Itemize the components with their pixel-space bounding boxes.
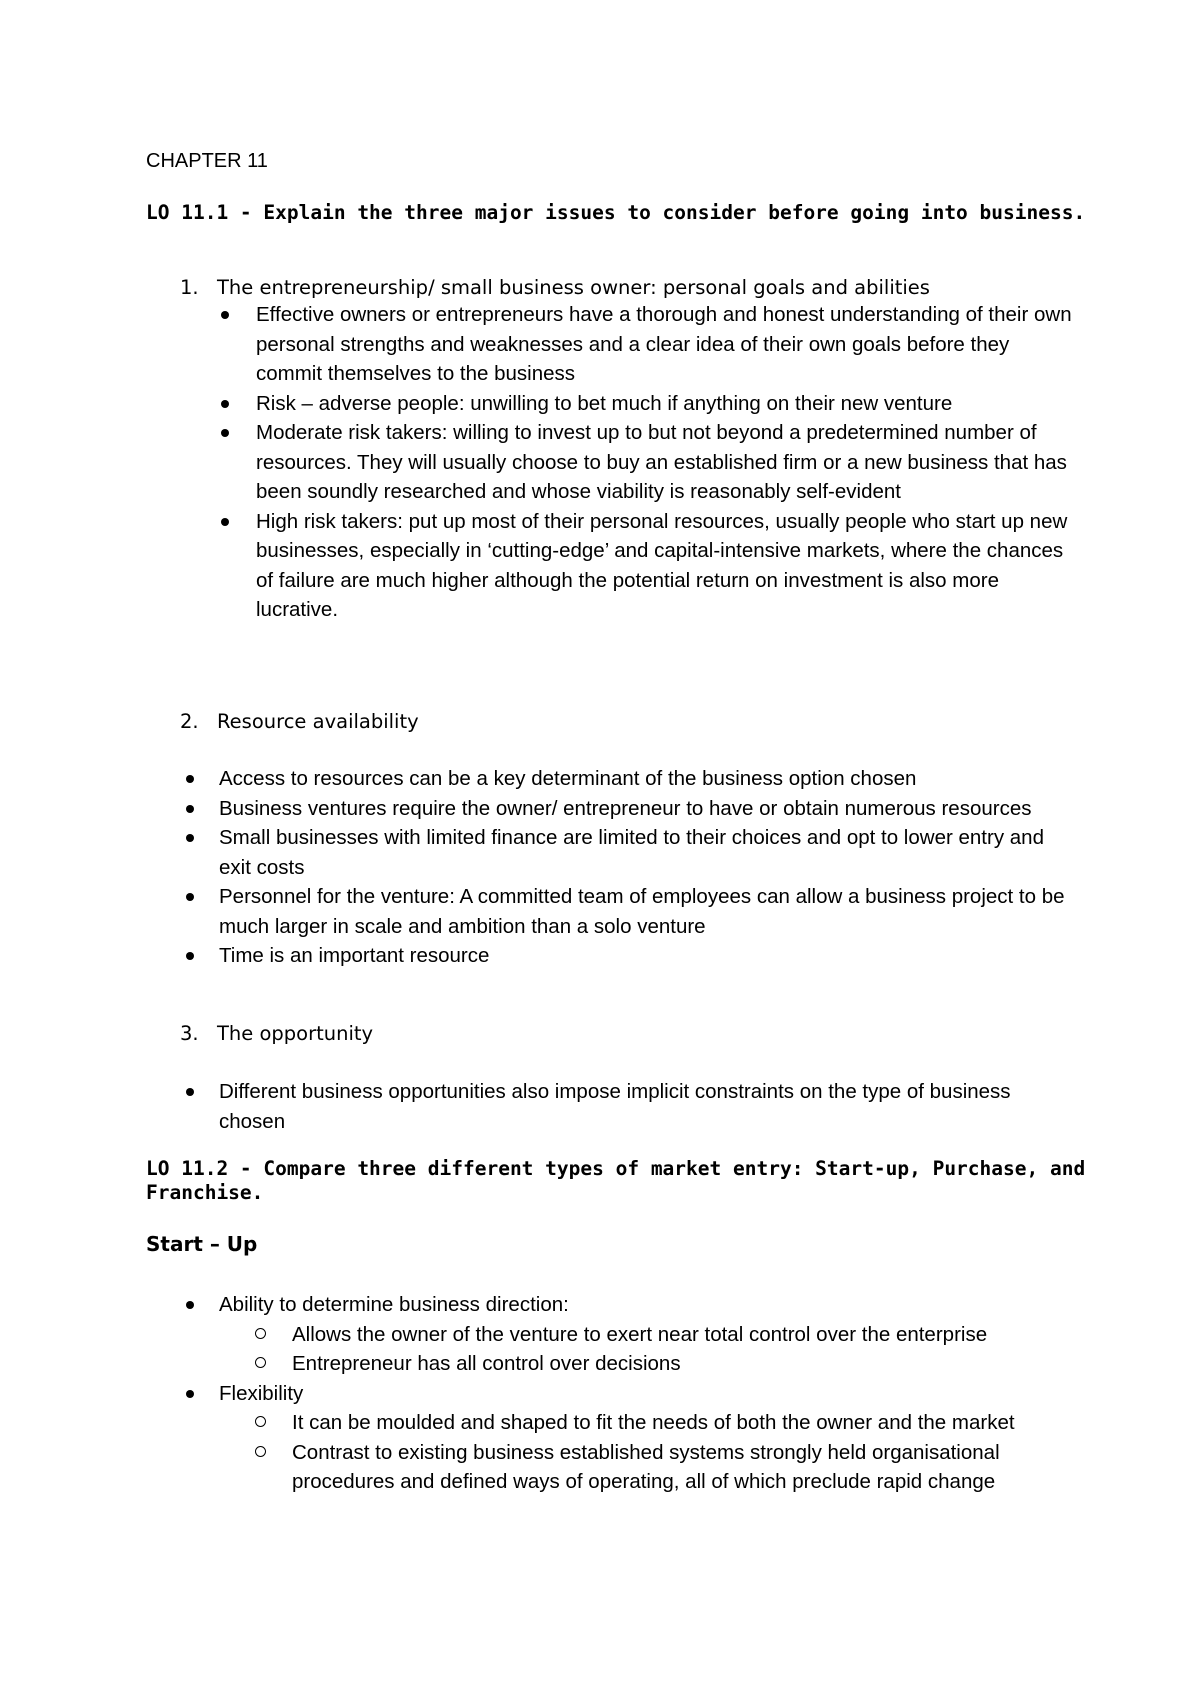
bullet-icon (221, 311, 229, 319)
item-title: Resource availability (217, 710, 419, 733)
sub-list-item: Contrast to existing business established systems strongly held organisational procedures and defined ways of operating, all of which preclude rapid change (292, 1438, 1079, 1497)
start-up-heading: Start – Up (146, 1232, 258, 1256)
list-item: Flexibility It can be moulded and shaped to fit the needs of both the owner and the market Contrast to existing business established systems strongly held organisational procedures and defined ways of operating, all of which preclude rapid change (219, 1379, 1079, 1497)
sub-list-item: It can be moulded and shaped to fit the needs of both the owner and the market (292, 1408, 1079, 1438)
item-number: 2. (180, 710, 199, 733)
list-item: Time is an important resource (219, 941, 1079, 971)
sub-list (219, 1408, 1079, 1497)
bullet-icon (186, 952, 194, 960)
list-item: Access to resources can be a key determinant of the business option chosen (219, 764, 1079, 794)
list-item: High risk takers: put up most of their personal resources, usually people who start up new businesses, especially in ‘cutting-edge’ and capital-intensive markets, where the chances of failure are much higher although the potential return on investment is also more lucrative. (256, 507, 1076, 625)
bullet-icon (186, 775, 194, 783)
section-3-bullet-list (219, 1077, 1079, 1136)
circle-bullet-icon (255, 1357, 266, 1368)
item-title: The opportunity (217, 1022, 374, 1045)
circle-bullet-icon (255, 1328, 266, 1339)
list-item: Moderate risk takers: willing to invest up to but not beyond a predetermined number of resources. They will usually choose to buy an established firm or a new business that has been soundly researched and whose viability is reasonably self-evident (256, 418, 1076, 507)
bullet-icon (186, 893, 194, 901)
section-1-bullet-list (256, 300, 1076, 625)
section-2-bullet-list (219, 764, 1079, 971)
bullet-icon (186, 834, 194, 842)
list-item: Effective owners or entrepreneurs have a thorough and honest understanding of their own personal strengths and weaknesses and a clear idea of their own goals before they commit themselves to the business (256, 300, 1076, 389)
list-item: Risk – adverse people: unwilling to bet much if anything on their new venture (256, 389, 1076, 419)
bullet-icon (186, 805, 194, 813)
item-title: The entrepreneurship/ small business owner: personal goals and abilities (217, 276, 930, 299)
lo-11-1-heading: LO 11.1 - Explain the three major issues to consider before going into business. (146, 201, 1086, 224)
sub-list (219, 1320, 1079, 1379)
chapter-title: CHAPTER 11 (146, 150, 268, 172)
circle-bullet-icon (255, 1446, 266, 1457)
sub-list-item: Entrepreneur has all control over decisions (292, 1349, 1079, 1379)
bullet-icon (221, 518, 229, 526)
sub-list-item: Allows the owner of the venture to exert near total control over the enterprise (292, 1320, 1079, 1350)
start-up-bullet-list (219, 1290, 1079, 1497)
bullet-icon (221, 400, 229, 408)
list-item: Different business opportunities also impose implicit constraints on the type of business chosen (219, 1077, 1079, 1136)
bullet-icon (221, 429, 229, 437)
item-number: 3. (180, 1022, 199, 1045)
circle-bullet-icon (255, 1416, 266, 1427)
bullet-icon (186, 1088, 194, 1096)
bullet-icon (186, 1390, 194, 1398)
list-item: Small businesses with limited finance are limited to their choices and opt to lower entry and exit costs (219, 823, 1079, 882)
list-item: Ability to determine business direction: Allows the owner of the venture to exert near total control over the enterprise Entrepreneur has all control over decisions (219, 1290, 1079, 1379)
item-number: 1. (180, 276, 199, 299)
list-item: Personnel for the venture: A committed team of employees can allow a business project to be much larger in scale and ambition than a solo venture (219, 882, 1079, 941)
list-item: Business ventures require the owner/ entrepreneur to have or obtain numerous resources (219, 794, 1079, 824)
lo-11-2-heading: LO 11.2 - Compare three different types of market entry: Start-up, Purchase, and Franchise. (146, 1157, 1097, 1204)
bullet-icon (186, 1301, 194, 1309)
